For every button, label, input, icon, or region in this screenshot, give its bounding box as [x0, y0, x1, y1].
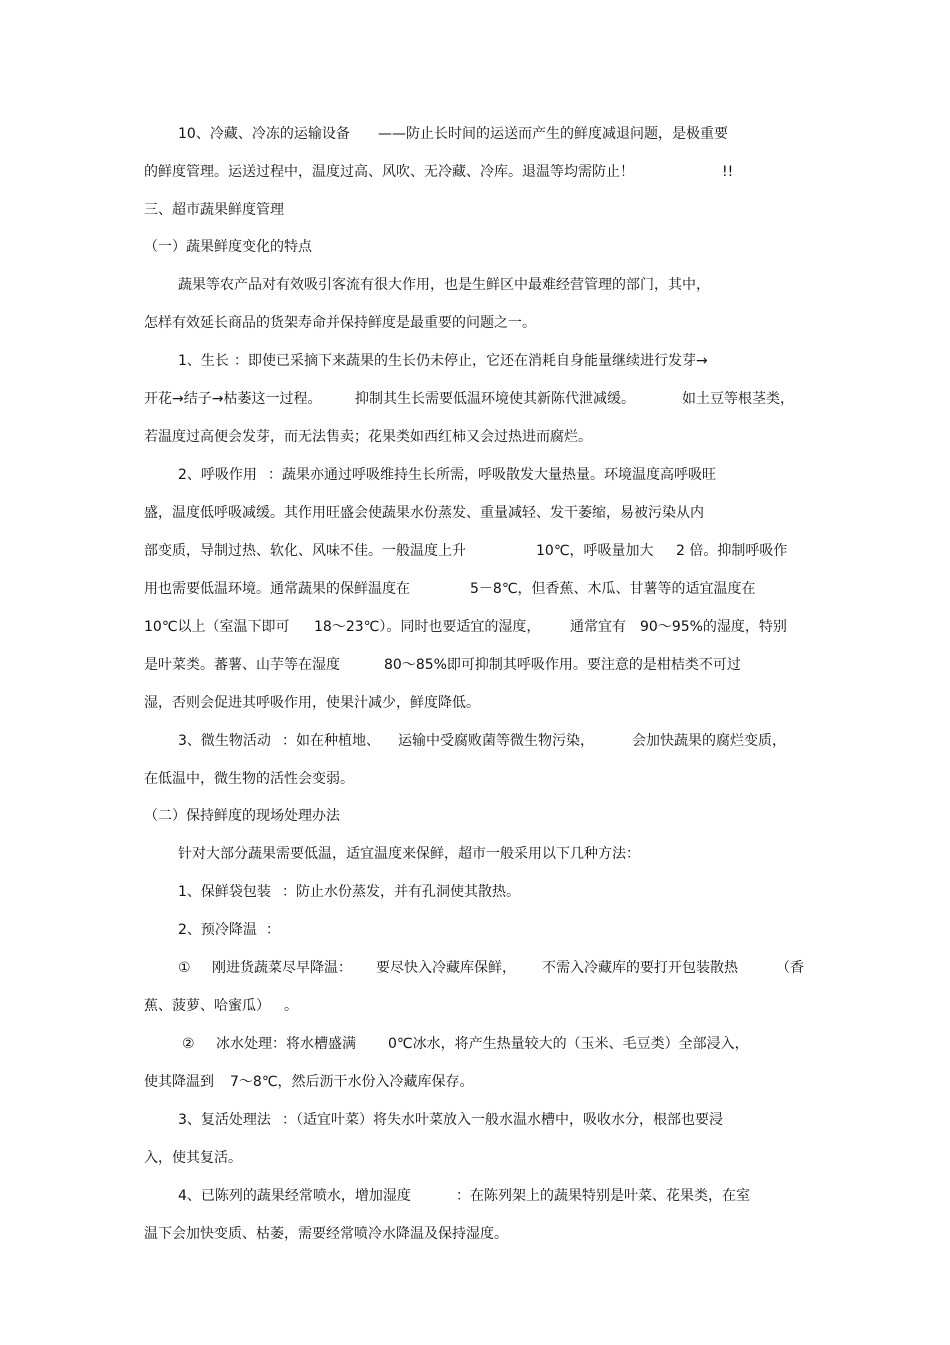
text-line	[0, 311, 950, 335]
text-segment: 盛，温度低呼吸减缓。其作用旺盛会使蔬果水份蒸发、重量减轻、发干萎缩，易被污染从内	[144, 505, 704, 521]
text-segment: 开花→结子→枯萎这一过程。	[144, 391, 322, 407]
text-line	[0, 425, 950, 449]
text-segment: 4、已陈列的蔬果经常喷水，增加湿度	[178, 1188, 411, 1204]
text-segment: 2、呼吸作用	[178, 467, 257, 483]
text-segment: 蔬果等农产品对有效吸引客流有很大作用，也是生鲜区中最难经营管理的部门，其中，	[178, 277, 710, 293]
text-line	[0, 235, 950, 259]
text-line	[0, 501, 950, 525]
text-segment: 若温度过高便会发芽，而无法售卖；花果类如西红柿又会过热进而腐烂。	[144, 429, 592, 445]
text-segment: 要尽快入冷藏库保鲜，	[376, 960, 516, 976]
text-line	[0, 767, 950, 791]
text-line	[0, 539, 950, 563]
text-segment: 2 倍。抑制呼吸作	[676, 543, 788, 559]
text-segment: 10、冷藏、冷冻的运输设备	[178, 126, 350, 142]
text-segment: ：即使已采摘下来蔬果的生长仍未停止，它还在消耗自身能量继续进行发芽→	[234, 353, 708, 369]
text-segment: 怎样有效延长商品的货架寿命并保持鲜度是最重要的问题之一。	[144, 315, 536, 331]
text-segment: 。	[284, 998, 298, 1014]
text-line	[0, 804, 950, 828]
text-line	[0, 880, 950, 904]
text-line	[0, 994, 950, 1018]
text-segment: 针对大部分蔬果需要低温，适宜温度来保鲜，超市一般采用以下几种方法：	[178, 846, 640, 862]
text-line	[0, 653, 950, 677]
text-line	[0, 842, 950, 866]
text-segment: 刚进货蔬菜尽早降温：	[212, 960, 352, 976]
text-segment: 入，使其复活。	[144, 1150, 242, 1166]
text-line	[0, 615, 950, 639]
text-segment: 抑制其生长需要低温环境使其新陈代泄减缓。	[355, 391, 635, 407]
text-segment: 80～85%即可抑制其呼吸作用。要注意的是柑桔类不可过	[384, 657, 741, 673]
text-line	[0, 387, 950, 411]
text-segment: ①	[178, 960, 191, 976]
text-segment: 3、微生物活动	[178, 733, 271, 749]
text-segment: 0℃冰水，将产生热量较大的（玉米、毛豆类）全部浸入，	[388, 1036, 749, 1052]
text-segment: ：防止水份蒸发，并有孔洞使其散热。	[282, 884, 520, 900]
text-segment: （香	[776, 960, 804, 976]
text-segment: 90～95%的湿度，特别	[640, 619, 787, 635]
text-line	[0, 1146, 950, 1170]
text-segment: 7～8℃，然后沥干水份入冷藏库保存。	[230, 1074, 474, 1090]
text-segment: ：如在种植地、	[282, 733, 380, 749]
text-segment: 是叶菜类。蕃薯、山芋等在湿度	[144, 657, 340, 673]
text-segment: 不需入冷藏库的要打开包装散热	[542, 960, 738, 976]
text-segment: 使其降温到	[144, 1074, 214, 1090]
text-segment: 冰水处理：将水槽盛满	[216, 1036, 356, 1052]
text-line	[0, 1108, 950, 1132]
text-line	[0, 918, 950, 942]
text-line	[0, 1070, 950, 1094]
text-line	[0, 691, 950, 715]
text-segment: 运输中受腐败菌等微生物污染，	[398, 733, 594, 749]
text-line	[0, 1032, 950, 1056]
text-line	[0, 198, 950, 222]
text-segment: 在低温中，微生物的活性会变弱。	[144, 771, 354, 787]
text-segment: 10℃，呼吸量加大	[536, 543, 654, 559]
text-segment: 18～23℃）。同时也要适宜的湿度，	[314, 619, 541, 635]
text-segment: ：（适宜叶菜）将失水叶菜放入一般水温水槽中，吸收水分，根部也要浸	[282, 1112, 723, 1128]
text-segment: 蕉、菠萝、哈蜜瓜）	[144, 998, 270, 1014]
text-segment: 2、预冷降温	[178, 922, 257, 938]
text-line	[0, 729, 950, 753]
section-heading: 三、超市蔬果鲜度管理	[144, 202, 284, 218]
text-segment: ：	[266, 922, 280, 938]
text-line	[0, 349, 950, 373]
text-segment: 会加快蔬果的腐烂变质，	[632, 733, 786, 749]
text-line	[0, 273, 950, 297]
text-segment: 通常宜有	[570, 619, 626, 635]
text-line	[0, 956, 950, 980]
text-segment: 10℃以上（室温下即可	[144, 619, 290, 635]
text-segment: ——防止长时间的运送而产生的鲜度减退问题，是极重要	[378, 126, 728, 142]
text-segment: 1、保鲜袋包装	[178, 884, 271, 900]
text-segment: ②	[182, 1036, 195, 1052]
text-line	[0, 1222, 950, 1246]
text-line	[0, 160, 950, 184]
text-segment: 湿，否则会促进其呼吸作用，使果汁减少，鲜度降低。	[144, 695, 480, 711]
text-segment: 的鲜度管理。运送过程中，温度过高、风吹、无冷藏、冷库。退温等均需防止！	[144, 164, 634, 180]
text-segment: ：在陈列架上的蔬果特别是叶菜、花果类，在室	[456, 1188, 750, 1204]
subsection-heading: （二）保持鲜度的现场处理办法	[144, 808, 340, 824]
text-line	[0, 1184, 950, 1208]
text-segment: 5－8℃，但香蕉、木瓜、甘薯等的适宜温度在	[470, 581, 756, 597]
text-line	[0, 577, 950, 601]
text-segment: ：蔬果亦通过呼吸维持生长所需，呼吸散发大量热量。环境温度高呼吸旺	[268, 467, 716, 483]
text-segment: 用也需要低温环境。通常蔬果的保鲜温度在	[144, 581, 410, 597]
subsection-heading: （一）蔬果鲜度变化的特点	[144, 239, 312, 255]
text-line	[0, 463, 950, 487]
text-segment: 部变质，导制过热、软化、风味不佳。一般温度上升	[144, 543, 466, 559]
text-segment: 3、复活处理法	[178, 1112, 271, 1128]
text-segment: 温下会加快变质、枯萎，需要经常喷冷水降温及保持湿度。	[144, 1226, 508, 1242]
text-segment: !!	[722, 164, 734, 180]
text-segment: 如土豆等根茎类，	[682, 391, 794, 407]
text-segment: 1、生长	[178, 353, 229, 369]
text-line	[0, 122, 950, 146]
